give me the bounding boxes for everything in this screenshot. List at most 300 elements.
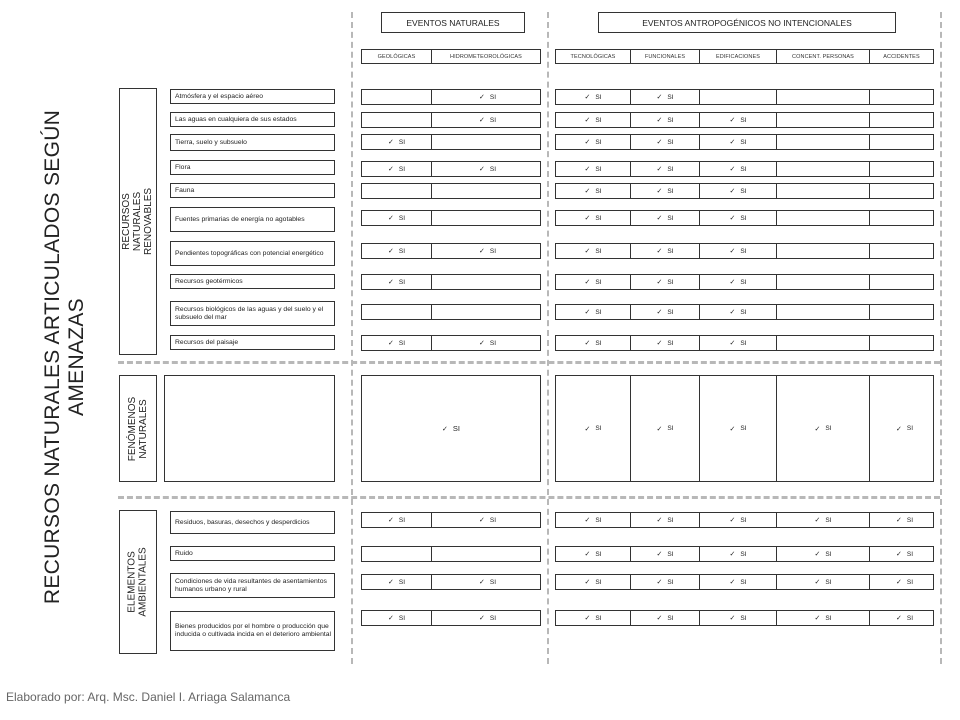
check-icon: ✓ bbox=[584, 248, 591, 255]
row-label-renovables: Recursos geotérmicos bbox=[170, 274, 335, 289]
table-cell bbox=[776, 611, 869, 625]
cell-value: SI bbox=[667, 93, 674, 101]
table-cell bbox=[869, 547, 939, 561]
table-cell bbox=[869, 575, 939, 589]
cell-value: SI bbox=[595, 214, 602, 222]
table-cell bbox=[630, 211, 699, 225]
table-cell bbox=[776, 211, 869, 225]
table-cell bbox=[431, 211, 543, 225]
cell-value: SI bbox=[740, 550, 747, 558]
row-natural-cells bbox=[361, 335, 541, 351]
row-label-renovables: Recursos biológicos de las aguas y del suelo y el subsuelo del mar bbox=[170, 301, 335, 326]
check-icon: ✓ bbox=[656, 279, 663, 286]
check-icon: ✓ bbox=[729, 551, 736, 558]
cell-value: SI bbox=[489, 614, 497, 622]
check-icon: ✓ bbox=[478, 166, 485, 173]
check-icon: ✓ bbox=[478, 517, 485, 524]
subheader-antropogenicos bbox=[555, 49, 934, 64]
cell-value: SI bbox=[398, 165, 406, 173]
table-cell bbox=[699, 113, 776, 127]
check-icon: ✓ bbox=[814, 517, 821, 524]
cell-value: SI bbox=[906, 550, 914, 558]
row-antropogenic-cells bbox=[555, 112, 934, 128]
row-antropogenic-cells bbox=[555, 89, 934, 105]
check-icon: ✓ bbox=[656, 188, 663, 195]
check-icon: ✓ bbox=[656, 94, 663, 101]
group-recursos-renovables: RECURSOS NATURALES RENOVABLES bbox=[119, 88, 157, 355]
row-natural-cells bbox=[361, 134, 541, 150]
row-antropogenic-cells bbox=[555, 134, 934, 150]
table-cell bbox=[630, 305, 699, 319]
cell-value: SI bbox=[740, 339, 747, 347]
check-icon: ✓ bbox=[895, 425, 902, 433]
check-icon: ✓ bbox=[387, 166, 394, 173]
row-natural-cells bbox=[361, 210, 541, 226]
check-icon: ✓ bbox=[584, 340, 591, 347]
cell-value: SI bbox=[906, 516, 914, 524]
table-cell bbox=[556, 575, 630, 589]
check-icon: ✓ bbox=[387, 340, 394, 347]
cell-value: SI bbox=[740, 247, 747, 255]
table-cell bbox=[362, 305, 431, 319]
row-label-renovables: Tierra, suelo y subsuelo bbox=[170, 134, 335, 151]
row-antropogenic-cells bbox=[555, 274, 934, 290]
table-cell bbox=[362, 575, 431, 589]
cell-value: SI bbox=[906, 425, 914, 432]
cell-value: SI bbox=[825, 516, 832, 524]
check-icon: ✓ bbox=[656, 248, 663, 255]
table-cell bbox=[699, 376, 776, 481]
cell-value: SI bbox=[667, 425, 674, 432]
table-cell bbox=[699, 305, 776, 319]
cell-value: SI bbox=[667, 138, 674, 146]
table-cell bbox=[776, 575, 869, 589]
check-icon: ✓ bbox=[729, 425, 736, 433]
cell-value: SI bbox=[398, 214, 406, 222]
table-cell bbox=[362, 135, 431, 149]
row-label-renovables: Las aguas en cualquiera de sus estados bbox=[170, 112, 335, 127]
table-cell bbox=[556, 275, 630, 289]
table-cell bbox=[699, 211, 776, 225]
table-cell bbox=[776, 336, 869, 350]
check-icon: ✓ bbox=[478, 94, 485, 101]
row-antropogenic-cells bbox=[555, 243, 934, 259]
cell-value: SI bbox=[740, 278, 747, 286]
cell-value: SI bbox=[667, 247, 674, 255]
table-cell bbox=[431, 113, 543, 127]
subheader-funcionales: FUNCIONALES bbox=[630, 50, 699, 63]
cell-value: SI bbox=[740, 578, 747, 586]
row-label-ambientales: Ruido bbox=[170, 546, 335, 561]
row-antropogenic-cells bbox=[555, 304, 934, 320]
table-cell bbox=[630, 336, 699, 350]
table-cell bbox=[776, 305, 869, 319]
check-icon: ✓ bbox=[729, 279, 736, 286]
row-natural-cells bbox=[361, 274, 541, 290]
check-icon: ✓ bbox=[729, 139, 736, 146]
check-icon: ✓ bbox=[584, 279, 591, 286]
check-icon: ✓ bbox=[387, 279, 394, 286]
cell-value: SI bbox=[667, 187, 674, 195]
table-cell bbox=[776, 547, 869, 561]
cell-value: SI bbox=[489, 116, 497, 124]
table-cell bbox=[362, 611, 431, 625]
subheader-hidrometeorologicas: HIDROMETEOROLÓGICAS bbox=[431, 50, 540, 63]
check-icon: ✓ bbox=[656, 579, 663, 586]
table-cell bbox=[699, 575, 776, 589]
subheader-naturales bbox=[361, 49, 541, 64]
cell-value: SI bbox=[489, 247, 497, 255]
row-natural-cells bbox=[361, 112, 541, 128]
check-icon: ✓ bbox=[656, 551, 663, 558]
cell-value: SI bbox=[740, 187, 747, 195]
row-antropogenic-cells bbox=[555, 375, 934, 482]
cell-value: SI bbox=[825, 425, 832, 432]
row-antropogenic-cells bbox=[555, 161, 934, 177]
row-label-ambientales: Residuos, basuras, desechos y desperdicios bbox=[170, 511, 335, 534]
cell-value: SI bbox=[667, 165, 674, 173]
row-label-renovables: Atmósfera y el espacio aéreo bbox=[170, 89, 335, 104]
table-cell bbox=[431, 611, 543, 625]
row-label-renovables: Flora bbox=[170, 160, 335, 175]
table-cell bbox=[630, 575, 699, 589]
table-cell bbox=[630, 376, 699, 481]
header-eventos-antropogenicos: EVENTOS ANTROPOGÉNICOS NO INTENCIONALES bbox=[598, 12, 896, 33]
table-cell bbox=[556, 513, 630, 527]
cell-value: SI bbox=[595, 187, 602, 195]
table-cell bbox=[556, 611, 630, 625]
check-icon: ✓ bbox=[584, 215, 591, 222]
row-natural-cells bbox=[361, 574, 541, 590]
check-icon: ✓ bbox=[442, 425, 448, 433]
check-icon: ✓ bbox=[729, 340, 736, 347]
cell-value: SI bbox=[595, 614, 602, 622]
table-cell bbox=[630, 513, 699, 527]
cell-value: SI bbox=[489, 339, 497, 347]
page-title-line1: RECURSOS NATURALES ARTICULADOS SEGÚN bbox=[40, 109, 64, 605]
check-icon: ✓ bbox=[387, 248, 394, 255]
table-cell bbox=[431, 135, 543, 149]
check-icon: ✓ bbox=[656, 117, 663, 124]
cell-value: SI bbox=[595, 308, 602, 316]
table-cell bbox=[869, 376, 939, 481]
table-cell bbox=[630, 244, 699, 258]
check-icon: ✓ bbox=[656, 615, 663, 622]
check-icon: ✓ bbox=[729, 579, 736, 586]
table-cell bbox=[556, 305, 630, 319]
table-cell bbox=[362, 547, 431, 561]
cell-value: SI bbox=[667, 116, 674, 124]
table-cell bbox=[556, 336, 630, 350]
check-icon: ✓ bbox=[814, 425, 821, 433]
table-cell bbox=[362, 184, 431, 198]
table-cell bbox=[776, 162, 869, 176]
cell-value: SI bbox=[595, 516, 602, 524]
cell-value: SI bbox=[825, 578, 832, 586]
row-natural-cells bbox=[361, 183, 541, 199]
row-natural-cells bbox=[361, 304, 541, 320]
table-cell bbox=[699, 513, 776, 527]
check-icon: ✓ bbox=[584, 615, 591, 622]
row-antropogenic-cells bbox=[555, 183, 934, 199]
group-fenomenos-naturales: FENÓMENOS NATURALES bbox=[119, 375, 157, 482]
table-cell bbox=[431, 336, 543, 350]
table-cell bbox=[776, 90, 869, 104]
cell-value: SI bbox=[595, 116, 602, 124]
cell-value: SI bbox=[595, 247, 602, 255]
cell-value: SI bbox=[398, 247, 406, 255]
row-antropogenic-cells bbox=[555, 512, 934, 528]
cell-value: SI bbox=[667, 516, 674, 524]
row-natural-cells bbox=[361, 512, 541, 528]
table-cell bbox=[869, 275, 939, 289]
subheader-accidentes: ACCIDENTES bbox=[869, 50, 933, 63]
cell-value: SI bbox=[667, 550, 674, 558]
table-cell bbox=[362, 376, 540, 481]
table-cell bbox=[699, 547, 776, 561]
check-icon: ✓ bbox=[584, 94, 591, 101]
table-cell bbox=[556, 135, 630, 149]
cell-value: SI bbox=[740, 614, 747, 622]
row-natural-cells bbox=[361, 243, 541, 259]
table-cell bbox=[699, 135, 776, 149]
check-icon: ✓ bbox=[584, 139, 591, 146]
check-icon: ✓ bbox=[478, 117, 485, 124]
table-cell bbox=[630, 184, 699, 198]
table-cell bbox=[431, 305, 543, 319]
check-icon: ✓ bbox=[729, 166, 736, 173]
table-cell bbox=[362, 513, 431, 527]
check-icon: ✓ bbox=[387, 139, 394, 146]
table-cell bbox=[869, 135, 939, 149]
check-icon: ✓ bbox=[387, 579, 394, 586]
table-cell bbox=[630, 162, 699, 176]
cell-value: SI bbox=[398, 614, 406, 622]
cell-value: SI bbox=[595, 425, 602, 432]
group-elementos-ambientales: ELEMENTOS AMBIENTALES bbox=[119, 510, 157, 654]
row-natural-cells bbox=[361, 375, 541, 482]
table-cell bbox=[699, 244, 776, 258]
check-icon: ✓ bbox=[584, 309, 591, 316]
table-cell bbox=[362, 275, 431, 289]
check-icon: ✓ bbox=[656, 340, 663, 347]
table-cell bbox=[630, 611, 699, 625]
check-icon: ✓ bbox=[656, 166, 663, 173]
check-icon: ✓ bbox=[814, 551, 821, 558]
cell-value: SI bbox=[398, 339, 406, 347]
subheader-geologicas: GEOLÓGICAS bbox=[377, 53, 416, 60]
row-antropogenic-cells bbox=[555, 610, 934, 626]
separator-middle bbox=[547, 12, 549, 664]
row-label-ambientales: Condiciones de vida resultantes de asentamientos humanos urbano y rural bbox=[170, 573, 335, 598]
check-icon: ✓ bbox=[729, 188, 736, 195]
cell-value: SI bbox=[667, 214, 674, 222]
cell-value: SI bbox=[667, 308, 674, 316]
cell-value: SI bbox=[489, 165, 497, 173]
check-icon: ✓ bbox=[584, 579, 591, 586]
check-icon: ✓ bbox=[656, 139, 663, 146]
check-icon: ✓ bbox=[729, 215, 736, 222]
table-cell bbox=[869, 305, 939, 319]
table-cell bbox=[556, 547, 630, 561]
separator-h2 bbox=[118, 496, 940, 499]
table-cell bbox=[630, 275, 699, 289]
check-icon: ✓ bbox=[387, 615, 394, 622]
check-icon: ✓ bbox=[584, 188, 591, 195]
table-cell bbox=[431, 275, 543, 289]
cell-value: SI bbox=[595, 138, 602, 146]
fenomenos-label-box bbox=[164, 375, 335, 482]
cell-value: SI bbox=[667, 278, 674, 286]
page-title-line2: AMENAZAS bbox=[64, 298, 88, 416]
cell-value: SI bbox=[398, 578, 406, 586]
table-cell bbox=[630, 90, 699, 104]
check-icon: ✓ bbox=[584, 166, 591, 173]
check-icon: ✓ bbox=[656, 425, 663, 433]
subheader-tecnologicas: TECNOLÓGICAS bbox=[570, 53, 616, 60]
table-cell bbox=[362, 211, 431, 225]
check-icon: ✓ bbox=[729, 517, 736, 524]
separator-right bbox=[940, 12, 942, 664]
table-cell bbox=[869, 244, 939, 258]
check-icon: ✓ bbox=[814, 579, 821, 586]
table-cell bbox=[556, 113, 630, 127]
row-label-ambientales: Bienes producidos por el hombre o producción que inducida o cultivada incida en el deterioro ambiental bbox=[170, 611, 335, 651]
check-icon: ✓ bbox=[729, 615, 736, 622]
table-cell bbox=[776, 184, 869, 198]
cell-value: SI bbox=[667, 339, 674, 347]
row-antropogenic-cells bbox=[555, 574, 934, 590]
row-antropogenic-cells bbox=[555, 546, 934, 562]
row-antropogenic-cells bbox=[555, 210, 934, 226]
table-cell bbox=[431, 184, 543, 198]
cell-value: SI bbox=[595, 550, 602, 558]
check-icon: ✓ bbox=[656, 517, 663, 524]
check-icon: ✓ bbox=[729, 117, 736, 124]
cell-value: SI bbox=[740, 308, 747, 316]
header-eventos-naturales: EVENTOS NATURALES bbox=[381, 12, 525, 33]
table-cell bbox=[556, 376, 630, 481]
table-cell bbox=[869, 162, 939, 176]
cell-value: SI bbox=[398, 516, 406, 524]
check-icon: ✓ bbox=[478, 340, 485, 347]
check-icon: ✓ bbox=[895, 615, 902, 622]
table-cell bbox=[869, 113, 939, 127]
table-cell bbox=[699, 162, 776, 176]
table-cell bbox=[869, 513, 939, 527]
table-cell bbox=[776, 513, 869, 527]
cell-value: SI bbox=[398, 138, 406, 146]
table-cell bbox=[556, 184, 630, 198]
cell-value: SI bbox=[452, 424, 460, 433]
table-cell bbox=[362, 336, 431, 350]
table-cell bbox=[556, 211, 630, 225]
table-cell bbox=[431, 513, 543, 527]
cell-value: SI bbox=[740, 116, 747, 124]
row-label-renovables: Pendientes topográficas con potencial energético bbox=[170, 241, 335, 266]
table-cell bbox=[699, 184, 776, 198]
cell-value: SI bbox=[740, 165, 747, 173]
cell-value: SI bbox=[398, 278, 406, 286]
cell-value: SI bbox=[825, 550, 832, 558]
check-icon: ✓ bbox=[584, 517, 591, 524]
cell-value: SI bbox=[595, 339, 602, 347]
table-cell bbox=[869, 90, 939, 104]
check-icon: ✓ bbox=[584, 551, 591, 558]
check-icon: ✓ bbox=[895, 551, 902, 558]
row-label-renovables: Fauna bbox=[170, 183, 335, 198]
cell-value: SI bbox=[667, 614, 674, 622]
row-natural-cells bbox=[361, 161, 541, 177]
table-cell bbox=[776, 244, 869, 258]
subheader-concent-personas: CONCENT. PERSONAS bbox=[776, 50, 869, 63]
table-cell bbox=[699, 336, 776, 350]
table-cell bbox=[431, 244, 543, 258]
row-natural-cells bbox=[361, 546, 541, 562]
table-cell bbox=[431, 162, 543, 176]
table-cell bbox=[556, 90, 630, 104]
cell-value: SI bbox=[595, 165, 602, 173]
cell-value: SI bbox=[906, 578, 914, 586]
check-icon: ✓ bbox=[729, 309, 736, 316]
cell-value: SI bbox=[667, 578, 674, 586]
table-cell bbox=[431, 547, 543, 561]
table-cell bbox=[869, 184, 939, 198]
cell-value: SI bbox=[489, 93, 497, 101]
check-icon: ✓ bbox=[387, 215, 394, 222]
check-icon: ✓ bbox=[729, 248, 736, 255]
check-icon: ✓ bbox=[584, 425, 591, 433]
check-icon: ✓ bbox=[656, 215, 663, 222]
table-cell bbox=[776, 135, 869, 149]
table-cell bbox=[776, 376, 869, 481]
check-icon: ✓ bbox=[478, 615, 485, 622]
check-icon: ✓ bbox=[656, 309, 663, 316]
table-cell bbox=[869, 611, 939, 625]
row-natural-cells bbox=[361, 89, 541, 105]
table-cell bbox=[869, 211, 939, 225]
table-cell bbox=[630, 113, 699, 127]
table-cell bbox=[556, 162, 630, 176]
table-cell bbox=[869, 336, 939, 350]
subheader-edificaciones: EDIFICACIONES bbox=[699, 50, 776, 63]
check-icon: ✓ bbox=[895, 517, 902, 524]
credit-text: Elaborado por: Arq. Msc. Daniel I. Arriaga Salamanca bbox=[6, 690, 291, 704]
check-icon: ✓ bbox=[584, 117, 591, 124]
check-icon: ✓ bbox=[387, 517, 394, 524]
table-cell bbox=[362, 113, 431, 127]
row-label-renovables: Recursos del paisaje bbox=[170, 335, 335, 350]
table-cell bbox=[362, 90, 431, 104]
check-icon: ✓ bbox=[814, 615, 821, 622]
table-cell bbox=[362, 244, 431, 258]
cell-value: SI bbox=[489, 516, 497, 524]
cell-value: SI bbox=[740, 138, 747, 146]
cell-value: SI bbox=[740, 214, 747, 222]
table-cell bbox=[776, 113, 869, 127]
cell-value: SI bbox=[740, 425, 747, 432]
row-antropogenic-cells bbox=[555, 335, 934, 351]
check-icon: ✓ bbox=[478, 579, 485, 586]
cell-value: SI bbox=[595, 278, 602, 286]
check-icon: ✓ bbox=[478, 248, 485, 255]
cell-value: SI bbox=[906, 614, 914, 622]
check-icon: ✓ bbox=[895, 579, 902, 586]
table-cell bbox=[556, 244, 630, 258]
cell-value: SI bbox=[825, 614, 832, 622]
row-natural-cells bbox=[361, 610, 541, 626]
table-cell bbox=[699, 275, 776, 289]
